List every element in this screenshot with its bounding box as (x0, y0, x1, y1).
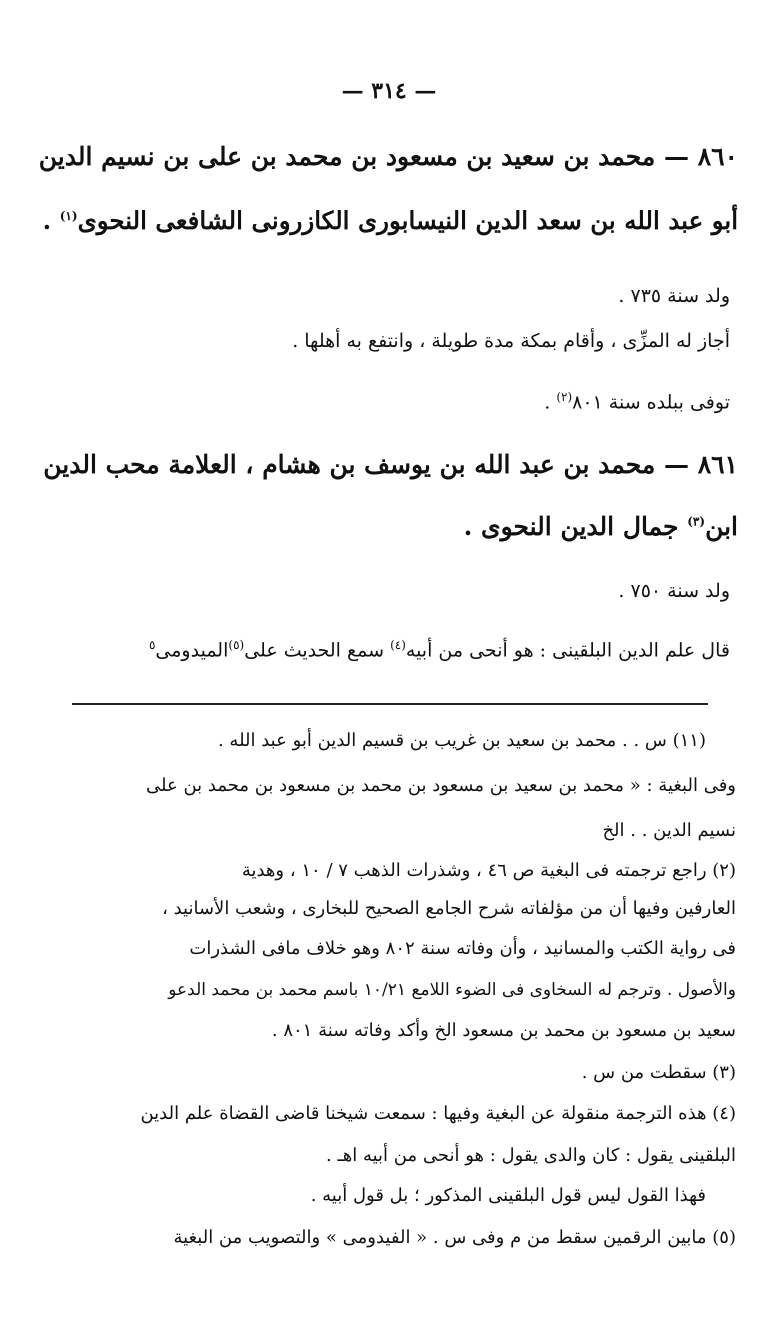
footnote-ref-3: (٣) (687, 514, 706, 529)
entry-861-text (149, 638, 730, 661)
entry-860-died: توفى ببلده سنة ٨٠١$^{(٢)}$ . (544, 390, 730, 414)
entry-861-heading-post: جمال الدين النحوى . (463, 512, 679, 541)
footnote-ref-2: (٢) (556, 390, 573, 404)
footnote-line: البلقينى يقول : كان والدى يقول : هو أنحى من أبيه اهـ . (326, 1145, 736, 1166)
entry-861-text-c: الميدومى (155, 639, 229, 662)
footnote-ref-1: (١) (59, 208, 78, 223)
entry-861-born: ولد سنة ٧٥٠ . (618, 580, 730, 602)
footnote-line: (١١) س . . محمد بن سعيد بن غريب بن قسيم الدين أبو عبد الله . (217, 730, 706, 751)
footnote-line: (٥) مابين الرقمين سقط من م وفى س . « الفيدومى » والتصويب من البغية (173, 1227, 736, 1248)
footnote-line: (٤) هذه الترجمة منقولة عن البغية وفيها : سمعت شيخنا قاضى القضاة علم الدين (140, 1103, 736, 1124)
footnote-line: فى رواية الكتب والمسانيد ، وأن وفاته سنة ٨٠٢ وهو خلاف مافى الشذرات (189, 938, 736, 959)
footnote-divider (72, 703, 708, 705)
footnote-line: العارفين وفيها أن من مؤلفاته شرح الجامع الصحيح للبخارى ، وشعب الأسانيد ، (162, 898, 736, 919)
entry-860-heading-line2: أبو عبد الله بن سعد الدين النيسابورى الكازرونى الشافعى النحوى$^{(١)}$ . (42, 206, 738, 235)
footnote-ref-5: (٥) (228, 638, 245, 652)
page-number: — ٣١٤ — (341, 78, 437, 104)
entry-860-text: أجاز له المزِّى ، وأقام بمكة مدة طويلة ، وانتفع به أهلها . (292, 330, 730, 352)
footnote-line: (٣) سقطت من س . (581, 1062, 736, 1083)
footnote-ref-4: (٤) (390, 638, 406, 652)
entry-860-heading-text: أبو عبد الله بن سعد الدين النيسابورى الكازرونى الشافعى النحوى (77, 206, 738, 235)
footnote-line: نسيم الدين . . الخ (602, 820, 736, 841)
entry-861-heading-line1: ٨٦١ — محمد بن عبد الله بن يوسف بن هشام ، العلامة محب الدين (43, 450, 738, 479)
entry-861-text-b: سمع الحديث على (244, 639, 385, 662)
footnote-line: فهذا القول ليس قول البلقينى المذكور ؛ بل قول أبيه . (310, 1185, 706, 1206)
footnote-ref-5-end: ٥ (148, 638, 156, 652)
entry-860-heading-line1: ٨٦٠ — محمد بن سعيد بن مسعود بن محمد بن على بن نسيم الدين (38, 142, 738, 171)
entry-861-heading-line2 (464, 512, 738, 541)
entry-861-heading-pre: ابن (705, 512, 738, 541)
footnote-line: والأصول . وترجم له السخاوى فى الضوء اللامع ١٠/٢١ باسم محمد بن محمد الدعو (168, 980, 736, 1000)
footnote-line: وفى البغية : « محمد بن سعيد بن مسعود بن محمد بن مسعود بن محمد بن على (146, 775, 736, 796)
entry-861-text-a: قال علم الدين البلقينى : هو أنحى من أبيه (405, 639, 730, 662)
entry-860-born: ولد سنة ٧٣٥ . (618, 285, 730, 307)
footnote-line: سعيد بن مسعود بن محمد بن مسعود الخ وأكد وفاته سنة ٨٠١ . (271, 1020, 736, 1041)
entry-860-died-text: توفى ببلده سنة ٨٠١ (572, 391, 730, 414)
footnote-line: (٢) راجع ترجمته فى البغية ص ٤٦ ، وشذرات الذهب ٧ / ١٠ ، وهدية (241, 860, 736, 881)
